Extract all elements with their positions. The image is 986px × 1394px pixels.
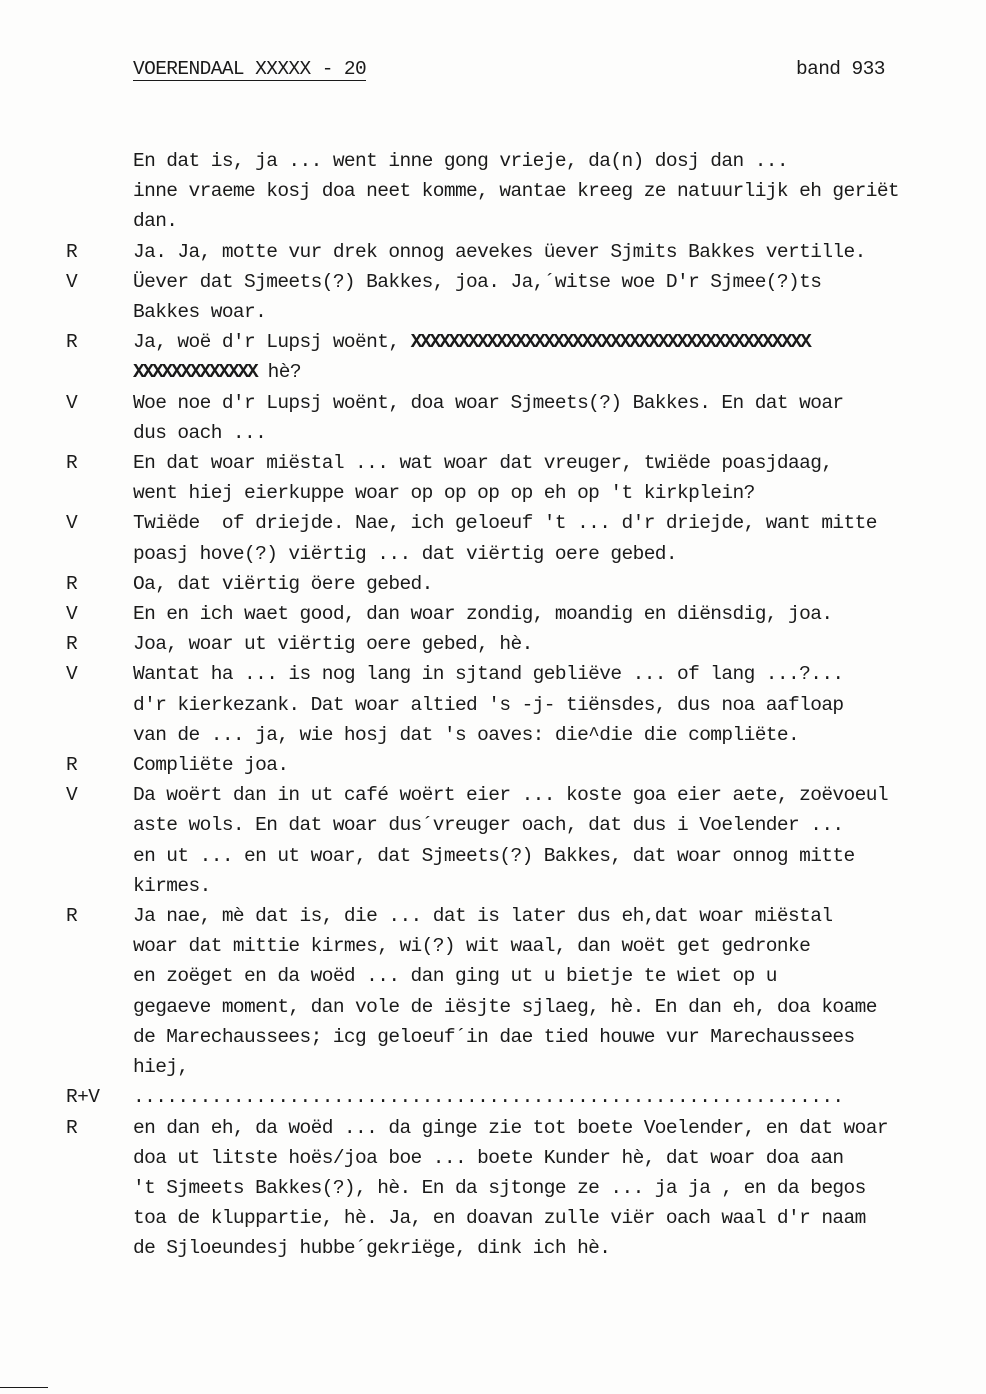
dialogue-turn <box>0 659 986 750</box>
speaker-label: R <box>66 905 78 928</box>
transcript-line: de Marechaussees; icg geloeuf´in dae tied houwe vur Marechaussees <box>133 1025 855 1048</box>
transcript-line: en dan eh, da woëd ... da ginge zie tot boete Voelender, en dat woar <box>133 1116 888 1139</box>
speaker-label: V <box>66 391 78 414</box>
transcript-line: aste wols. En dat woar dus´vreuger oach, dat dus i Voelender ... <box>133 814 844 837</box>
dialogue-turn <box>0 569 986 599</box>
speaker-label: R <box>66 331 78 354</box>
transcript-line: toa de kluppartie, hè. Ja, en doavan zulle viër oach waal d'r naam <box>133 1207 866 1230</box>
speaker-label: V <box>66 603 78 626</box>
dialogue-turn <box>0 146 986 237</box>
transcript-line: doa ut litste hoës/joa boe ... boete Kunder hè, dat woar doa aan <box>133 1146 844 1169</box>
transcript-line: Wantat ha ... is nog lang in sjtand gebliëve ... of lang ...?... <box>133 663 844 686</box>
dialogue-turn <box>0 388 986 448</box>
transcript-line: van de ... ja, wie hosj dat 's oaves: die^die die compliëte. <box>133 723 800 746</box>
dialogue-turn <box>0 599 986 629</box>
transcript-line: hiej, <box>133 1056 189 1079</box>
dialogue-turn <box>0 1082 986 1112</box>
page-corner-rule <box>0 1387 48 1388</box>
transcript-line: 't Sjmeets Bakkes(?), hè. En da sjtonge ze ... ja ja , en da begos <box>133 1176 866 1199</box>
speaker-label: V <box>66 512 78 535</box>
speaker-label: R <box>66 452 78 475</box>
transcript-line: de Sjloeundesj hubbe´gekriëge, dink ich hè. <box>133 1237 611 1260</box>
speaker-label: V <box>66 663 78 686</box>
transcript-line: En dat is, ja ... went inne gong vrieje, da(n) dosj dan ... <box>133 150 789 172</box>
transcript-line: Oa, dat viërtig öere gebed. <box>133 572 433 595</box>
dialogue-turn <box>0 237 986 267</box>
speaker-label: R+V <box>66 1086 100 1109</box>
transcript-line: kirmes. <box>133 874 211 897</box>
transcript-line: Bakkes woar. <box>133 301 267 324</box>
dialogue-turn <box>0 750 986 780</box>
transcript-line: En dat woar miëstal ... wat woar dat vreuger, twiëde poasjdaag, <box>133 452 833 475</box>
transcript-line: dus oach ... <box>133 421 267 444</box>
transcript-line-redacted: Ja, woë d'r Lupsj woënt, XXXXXXXXXXXXXXXXXXXXXXXXXXXXXXXXXXXXXXXXXX <box>133 331 810 354</box>
transcript-line: poasj hove(?) viërtig ... dat viërtig oere gebed. <box>133 542 677 565</box>
dialogue-turn <box>0 327 986 387</box>
tape-number: band 933 <box>796 58 885 80</box>
transcript-body <box>0 146 986 1264</box>
inaudible-dots-line: ................................................................ <box>133 1086 844 1109</box>
transcript-line: Da woërt dan in ut café woërt eier ... koste goa eier aete, zoëvoeul <box>133 784 888 807</box>
transcript-line: Ja nae, mè dat is, die ... dat is later dus eh,dat woar miëstal <box>133 905 833 928</box>
transcript-line: Compliëte joa. <box>133 754 289 777</box>
transcript-line: d'r kierkezank. Dat woar altied 's -j- tiënsdes, dus noa aafloap <box>133 693 844 716</box>
dialogue-turn <box>0 448 986 508</box>
transcript-line: went hiej eierkuppe woar op op op op eh op 't kirkplein? <box>133 482 755 505</box>
transcript-line: Twiëde of driejde. Nae, ich geloeuf 't ... d'r driejde, want mitte <box>133 512 877 535</box>
dialogue-turn <box>0 901 986 1082</box>
speaker-label: R <box>66 633 78 656</box>
dialogue-turn <box>0 508 986 568</box>
transcript-line: En en ich waet good, dan woar zondig, moandig en diënsdig, joa. <box>133 603 833 626</box>
transcript-line: en zoëget en da woëd ... dan ging ut u bietje te wiet op u <box>133 965 777 988</box>
page-header-title: VOERENDAAL XXXXX - 20 <box>133 58 367 80</box>
transcript-line: Üever dat Sjmeets(?) Bakkes, joa. Ja,´witse woe D'r Sjmee(?)ts <box>133 270 822 293</box>
transcript-line: Woe noe d'r Lupsj woënt, doa woar Sjmeets(?) Bakkes. En dat woar <box>133 391 844 414</box>
speaker-label: R <box>66 240 78 263</box>
speaker-label: R <box>66 754 78 777</box>
speaker-label: R <box>66 572 78 595</box>
transcript-line: woar dat mittie kirmes, wi(?) wit waal, dan woët get gedronke <box>133 935 811 958</box>
dialogue-turn <box>0 629 986 659</box>
transcript-line: en ut ... en ut woar, dat Sjmeets(?) Bakkes, dat woar onnog mitte <box>133 844 855 867</box>
speaker-label: R <box>66 1116 78 1139</box>
dialogue-turn <box>0 267 986 327</box>
speaker-label: V <box>66 784 78 807</box>
transcript-line: Ja. Ja, motte vur drek onnog aevekes üever Sjmits Bakkes vertille. <box>133 240 866 263</box>
dialogue-turn <box>0 1113 986 1264</box>
transcript-line: inne vraeme kosj doa neet komme, wantae kreeg ze natuurlijk eh geriët <box>133 180 900 203</box>
transcript-line: Joa, woar ut viërtig oere gebed, hè. <box>133 633 533 656</box>
dialogue-turn <box>0 780 986 901</box>
transcript-line-redacted: XXXXXXXXXXXXX hè? <box>133 361 301 384</box>
transcript-line: gegaeve moment, dan vole de iësjte sjlaeg, hè. En dan eh, doa koame <box>133 995 877 1018</box>
speaker-label: V <box>66 270 78 293</box>
transcript-line: dan. <box>133 210 178 233</box>
